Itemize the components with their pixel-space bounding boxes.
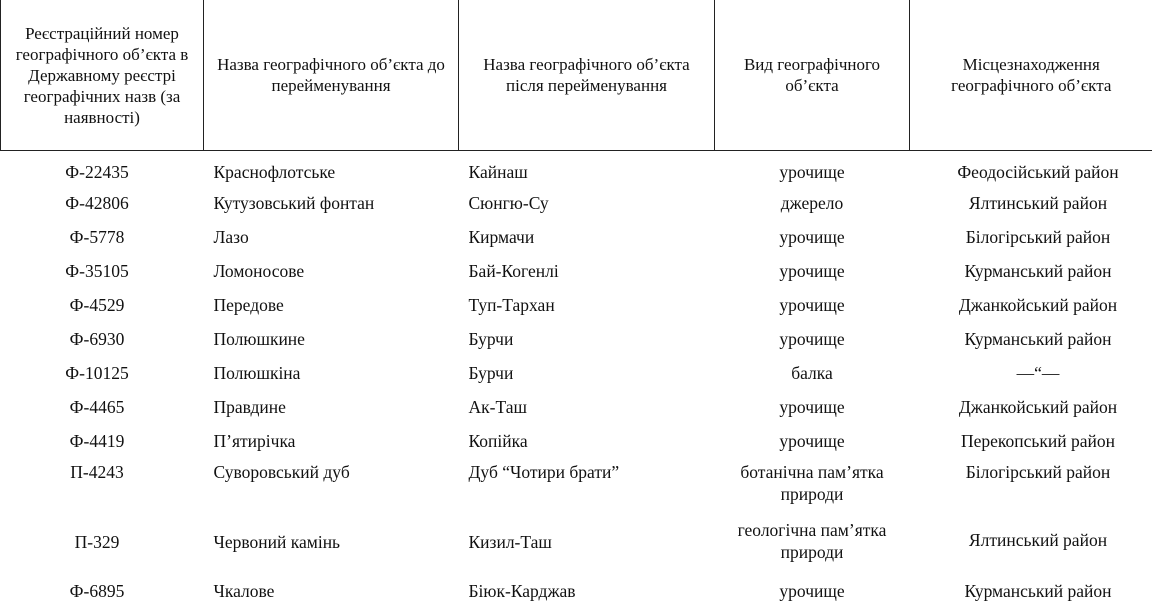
kind-cell: геологічна пам’ятка природи	[737, 519, 887, 562]
old-name-cell: Полюшкіна	[213, 362, 301, 383]
kind-cell: урочище	[779, 294, 845, 315]
location-cell: Перекопський район	[960, 430, 1115, 451]
reg-number-cell: Ф-4529	[69, 294, 125, 315]
table-row	[1, 253, 1152, 287]
table-row	[1, 389, 1152, 423]
old-name-cell: Ломоносове	[213, 260, 305, 281]
location-cell: Курманський район	[964, 260, 1112, 281]
reg-number-cell: Ф-5778	[69, 226, 125, 247]
kind-cell: урочище	[779, 430, 845, 451]
header-kind: Вид географічного об’єкта	[715, 0, 910, 151]
new-name-cell: Туп-Тархан	[468, 294, 555, 315]
kind-cell: урочище	[779, 260, 845, 281]
reg-number-cell: Ф-6895	[69, 580, 125, 601]
old-name-cell: Полюшкине	[213, 328, 305, 349]
table-row	[1, 219, 1152, 253]
reg-number-cell: Ф-4465	[69, 396, 125, 417]
kind-cell: джерело	[780, 192, 844, 213]
new-name-cell: Бурчи	[468, 362, 514, 383]
location-cell: Курманський район	[964, 328, 1112, 349]
old-name-cell: Чкалове	[213, 580, 275, 601]
table-row	[1, 151, 1152, 185]
kind-cell: урочище	[779, 226, 845, 247]
kind-cell: урочище	[779, 328, 845, 349]
old-name-cell: Червоний камінь	[213, 531, 341, 552]
new-name-cell: Дуб “Чотири брати”	[468, 461, 620, 482]
header-reg-number: Реєстраційний номер географічного об’єкта в Державному реєстрі географічних назв (за наявності)	[1, 0, 204, 151]
new-name-cell: Ак-Таш	[468, 396, 527, 417]
reg-number-cell: Ф-10125	[65, 362, 129, 383]
new-name-cell: Кизил-Таш	[468, 531, 552, 552]
location-cell: Джанкойський район	[958, 396, 1118, 417]
new-name-cell: Бурчи	[468, 328, 514, 349]
kind-cell: балка	[791, 362, 833, 383]
kind-cell: урочище	[779, 580, 845, 601]
old-name-cell: Краснофлотське	[213, 162, 336, 182]
old-name-cell: Правдине	[213, 396, 286, 417]
reg-number-cell: П-329	[74, 531, 120, 552]
old-name-cell: П’ятирічка	[213, 430, 296, 451]
location-cell: Курманський район	[964, 580, 1112, 601]
location-cell: Білогірський район	[965, 461, 1111, 482]
table-row	[1, 573, 1152, 607]
reg-number-cell: Ф-4419	[69, 430, 125, 451]
reg-number-cell: П-4243	[70, 461, 124, 482]
new-name-cell: Копійка	[468, 430, 528, 451]
table-row	[1, 287, 1152, 321]
new-name-cell: Кирмачи	[468, 226, 535, 247]
reg-number-cell: Ф-22435	[65, 162, 129, 182]
new-name-cell: Сюнгю-Су	[468, 192, 549, 213]
old-name-cell: Суворовський дуб	[213, 461, 350, 482]
kind-cell: урочище	[779, 396, 845, 417]
new-name-cell: Бай-Когенлі	[468, 260, 559, 281]
table-row	[1, 321, 1152, 355]
old-name-cell: Лазо	[213, 226, 249, 247]
reg-number-cell: Ф-35105	[65, 260, 129, 281]
location-cell: Ялтинський район	[968, 192, 1108, 213]
table-row	[1, 457, 1152, 515]
table-row	[1, 185, 1152, 219]
table-row	[1, 423, 1152, 457]
reg-number-cell: Ф-42806	[65, 192, 129, 213]
kind-cell: ботанічна пам’ятка природи	[740, 461, 884, 504]
location-cell: —“—	[1016, 362, 1060, 383]
location-cell: Білогірський район	[965, 226, 1111, 247]
kind-cell: урочище	[779, 162, 845, 182]
new-name-cell: Кайнаш	[468, 162, 528, 182]
header-location: Місцезнаходження географічного об’єкта	[910, 0, 1152, 151]
header-row	[1, 0, 1152, 151]
old-name-cell: Кутузовський фонтан	[213, 192, 375, 213]
new-name-cell: Біюк-Карджав	[468, 580, 576, 601]
reg-number-cell: Ф-6930	[69, 328, 125, 349]
location-cell: Ялтинський район	[968, 529, 1108, 550]
header-old-name: Назва географічного об’єкта до перейменування	[204, 0, 459, 151]
location-cell: Джанкойський район	[958, 294, 1118, 315]
header-new-name: Назва географічного об’єкта після перейменування	[459, 0, 715, 151]
location-cell: Феодосійський район	[957, 162, 1119, 182]
old-name-cell: Передове	[213, 294, 284, 315]
table-row	[1, 355, 1152, 389]
table-row	[1, 515, 1152, 573]
